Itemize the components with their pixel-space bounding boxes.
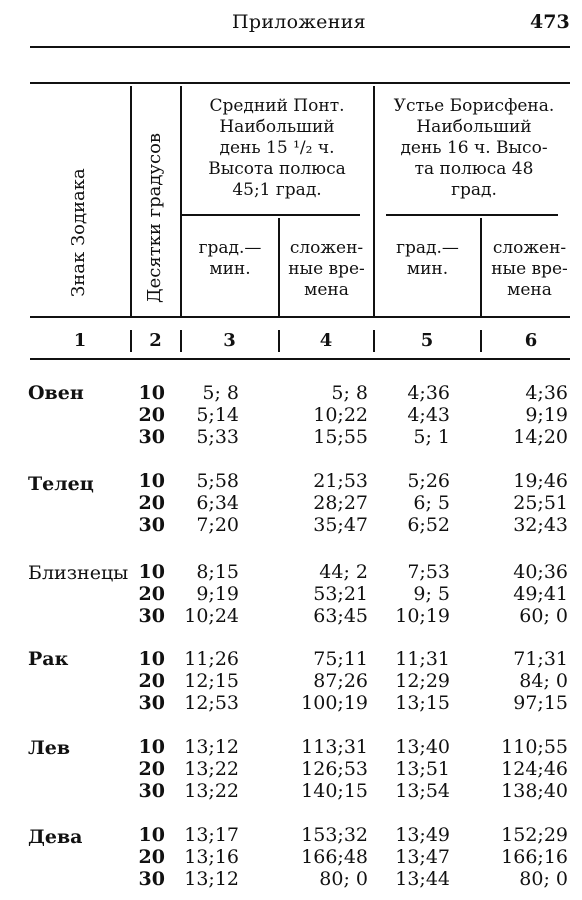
column-number-4: 4 [319, 330, 333, 351]
table-cell: 9;19 [196, 583, 239, 605]
degree-tens: 20 [138, 670, 165, 692]
table-cell: 12;29 [395, 670, 450, 692]
degree-tens: 30 [138, 426, 165, 448]
table-cell: 124;46 [501, 758, 568, 780]
degree-tens-header: Десятки градусов [144, 132, 165, 303]
degree-tens: 20 [138, 846, 165, 868]
table-cell: 13;12 [184, 868, 239, 890]
table-cell: 5;14 [196, 404, 239, 426]
header-bottom-rule [30, 316, 570, 318]
subheader-cumulative-4-line-2: ные вре- [288, 259, 365, 279]
subheader-deg-min-3-line-1: град.— [198, 238, 262, 258]
table-cell: 12;53 [184, 692, 239, 714]
table-cell: 140;15 [301, 780, 368, 802]
table-cell: 13;22 [184, 780, 239, 802]
numbers-bottom-rule [30, 358, 570, 360]
running-head [0, 0, 582, 40]
table-cell: 5; 8 [331, 382, 368, 404]
sign-label: Близнецы [28, 562, 129, 584]
table-cell: 152;29 [501, 824, 568, 846]
subheader-deg-min-3-line-2: мин. [209, 259, 251, 279]
subheader-cumulative-6 [482, 238, 577, 301]
group-rule-left [182, 214, 360, 216]
column-number-1: 1 [73, 330, 87, 351]
table-cell: 9;19 [525, 404, 568, 426]
table-cell: 13;16 [184, 846, 239, 868]
degree-tens: 30 [138, 514, 165, 536]
subheader-deg-min-5-line-1: град.— [396, 238, 459, 258]
pont-line-1: Средний Понт. [209, 96, 345, 116]
table-cell: 6;34 [196, 492, 239, 514]
column-number-2: 2 [149, 330, 162, 351]
subheader-cumulative-6-line-1: сложен- [492, 238, 567, 258]
bor-line-2: Наибольший [416, 117, 532, 137]
table-cell: 97;15 [513, 692, 568, 714]
table-cell: 13;17 [184, 824, 239, 846]
table-cell: 126;53 [301, 758, 368, 780]
table-cell: 13;54 [395, 780, 450, 802]
sign-label: Рак [28, 648, 69, 670]
table-cell: 13;40 [395, 736, 450, 758]
table-cell: 13;44 [395, 868, 450, 890]
table-cell: 49;41 [513, 583, 568, 605]
table-cell: 80; 0 [319, 868, 368, 890]
degree-tens: 30 [138, 605, 165, 627]
table-cell: 12;15 [184, 670, 239, 692]
running-head-title: Приложения [232, 11, 366, 33]
table-cell: 4;36 [407, 382, 450, 404]
sign-label: Дева [28, 826, 83, 848]
sign-label: Лев [28, 737, 71, 759]
degree-tens: 30 [138, 692, 165, 714]
degree-tens: 10 [138, 470, 165, 492]
group-rule-right [386, 214, 558, 216]
table-cell: 10;19 [395, 605, 450, 627]
table-top-rule [30, 82, 570, 84]
table-cell: 7;53 [407, 561, 450, 583]
table-cell: 110;55 [501, 736, 568, 758]
degree-tens: 10 [138, 736, 165, 758]
sign-label: Овен [28, 382, 84, 404]
table-cell: 60; 0 [519, 605, 568, 627]
table-cell: 7;20 [196, 514, 239, 536]
table-cell: 166;48 [301, 846, 368, 868]
table-cell: 5;58 [196, 470, 239, 492]
table-cell: 19;46 [513, 470, 568, 492]
bor-line-5: град. [451, 180, 497, 200]
table-cell: 13;15 [395, 692, 450, 714]
degree-tens: 20 [138, 758, 165, 780]
degree-tens: 30 [138, 868, 165, 890]
degree-tens: 20 [138, 492, 165, 514]
pont-line-3: день 15 ¹/₂ ч. [219, 138, 335, 158]
table-cell: 63;45 [313, 605, 368, 627]
column-number-5: 5 [420, 330, 434, 351]
table-cell: 138;40 [501, 780, 568, 802]
table-cell: 166;16 [501, 846, 568, 868]
table-cell: 10;22 [313, 404, 368, 426]
degree-tens: 10 [138, 648, 165, 670]
pont-line-2: Наибольший [219, 117, 335, 137]
table-cell: 75;11 [313, 648, 368, 670]
table-cell: 53;21 [313, 583, 368, 605]
table-cell: 9; 5 [413, 583, 450, 605]
table-cell: 4;36 [525, 382, 568, 404]
table-cell: 6; 5 [413, 492, 450, 514]
table-cell: 5; 1 [413, 426, 450, 448]
table-cell: 44; 2 [319, 561, 368, 583]
table-cell: 87;26 [313, 670, 368, 692]
subheader-cumulative-4-line-1: сложен- [289, 238, 364, 258]
table-cell: 15;55 [313, 426, 368, 448]
table-cell: 32;43 [513, 514, 568, 536]
column-number-6: 6 [524, 330, 538, 351]
column-number-3: 3 [223, 330, 236, 351]
table-cell: 40;36 [513, 561, 568, 583]
pont-line-4: Высота полюса [208, 159, 346, 179]
table-cell: 13;49 [395, 824, 450, 846]
bor-line-4: та полюса 48 [414, 159, 534, 179]
degree-tens: 10 [138, 561, 165, 583]
table-cell: 84; 0 [519, 670, 568, 692]
table-cell: 100;19 [301, 692, 368, 714]
table-cell: 4;43 [407, 404, 450, 426]
subheader-cumulative-6-line-2: ные вре- [491, 259, 568, 279]
table-cell: 28;27 [313, 492, 368, 514]
table-cell: 71;31 [513, 648, 568, 670]
subheader-cumulative-6-line-3: мена [507, 280, 552, 300]
table-cell: 13;12 [184, 736, 239, 758]
subheader-deg-min-5-line-2: мин. [406, 259, 449, 279]
table-cell: 113;31 [301, 736, 368, 758]
zodiac-sign-header: Знак Зодиака [68, 168, 89, 297]
degree-tens: 10 [138, 824, 165, 846]
head-rule [30, 46, 570, 48]
degree-tens: 10 [138, 382, 165, 404]
table-cell: 13;47 [395, 846, 450, 868]
subheader-cumulative-4-line-3: мена [304, 280, 349, 300]
bor-line-1: Устье Борисфена. [393, 96, 555, 116]
table-cell: 5; 8 [202, 382, 239, 404]
table-cell: 10;24 [184, 605, 239, 627]
table-cell: 5;33 [196, 426, 239, 448]
vrule-1 [130, 86, 132, 318]
table-cell: 8;15 [196, 561, 239, 583]
group-header-pont [182, 96, 372, 201]
page-number: 473 [530, 11, 570, 33]
table-cell: 13;22 [184, 758, 239, 780]
degree-tens: 20 [138, 583, 165, 605]
table-cell: 35;47 [313, 514, 368, 536]
group-header-borysthenes [374, 96, 574, 201]
bor-line-3: день 16 ч. Высо- [400, 138, 548, 158]
table-cell: 21;53 [313, 470, 368, 492]
table-cell: 6;52 [407, 514, 450, 536]
subheader-deg-min-3 [182, 238, 278, 280]
pont-line-5: 45;1 град. [232, 180, 322, 200]
sign-label: Телец [28, 473, 94, 495]
table-cell: 5;26 [407, 470, 450, 492]
table-cell: 153;32 [301, 824, 368, 846]
table-cell: 80; 0 [519, 868, 568, 890]
subheader-cumulative-4 [280, 238, 373, 301]
subheader-deg-min-5 [375, 238, 480, 280]
table-cell: 11;31 [395, 648, 450, 670]
table-cell: 11;26 [184, 648, 239, 670]
degree-tens: 30 [138, 780, 165, 802]
table-cell: 14;20 [513, 426, 568, 448]
table-cell: 25;51 [513, 492, 568, 514]
table-cell: 13;51 [395, 758, 450, 780]
degree-tens: 20 [138, 404, 165, 426]
